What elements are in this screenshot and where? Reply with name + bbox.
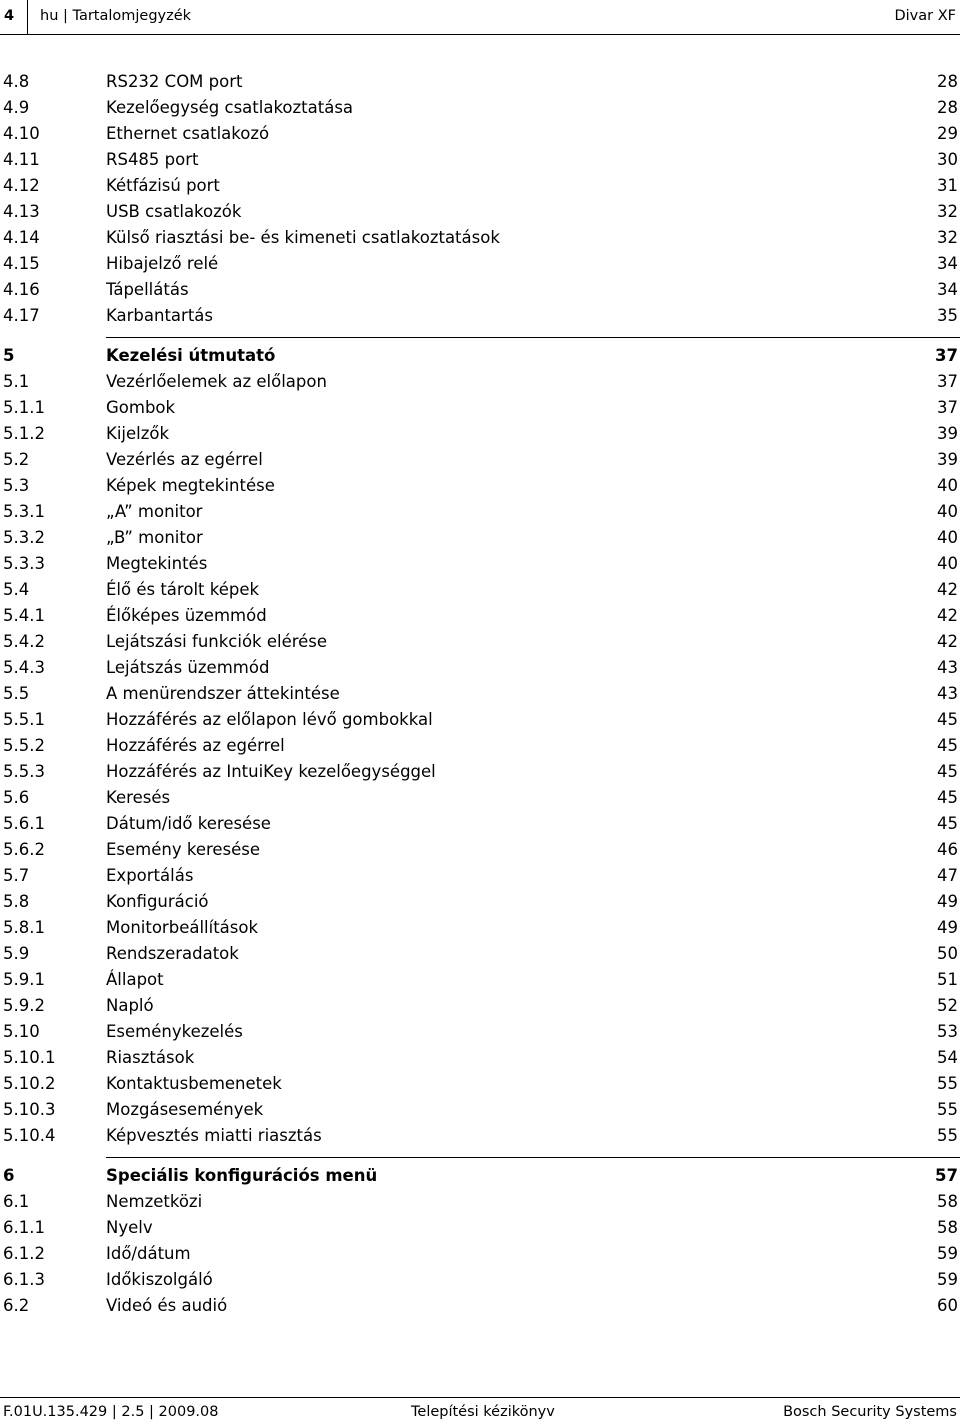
toc-label: Kétfázisú port (106, 176, 220, 195)
toc-row[interactable] (0, 655, 960, 681)
toc-page-number: 40 (937, 554, 958, 573)
toc-page-number: 55 (937, 1074, 958, 1093)
toc-page-number: 51 (937, 970, 958, 989)
toc-page-number: 32 (937, 228, 958, 247)
document-type: Telepítési kézikönyv (411, 1404, 555, 1420)
toc-page-number: 45 (937, 814, 958, 833)
toc-page-number: 52 (937, 996, 958, 1015)
page-header (0, 0, 960, 35)
toc-row[interactable] (0, 1293, 960, 1319)
toc-label: Eseménykezelés (106, 1022, 243, 1041)
toc-page-number: 28 (937, 72, 958, 91)
toc-number: 5 (3, 346, 15, 365)
toc-label: Hozzáférés az IntuiKey kezelőegységgel (106, 762, 436, 781)
toc-page-number: 47 (937, 866, 958, 885)
page-footer (0, 1397, 960, 1424)
header-divider (27, 0, 28, 34)
toc-row[interactable] (0, 499, 960, 525)
toc-number: 5.8.1 (3, 918, 45, 937)
toc-label: Dátum/idő keresése (106, 814, 271, 833)
toc-label: Lejátszás üzemmód (106, 658, 270, 677)
toc-number: 5.9.2 (3, 996, 45, 1015)
toc-page-number: 29 (937, 124, 958, 143)
toc-page-number: 37 (935, 346, 958, 365)
toc-label: „B” monitor (106, 528, 203, 547)
toc-page-number: 40 (937, 502, 958, 521)
toc-row[interactable] (0, 147, 960, 173)
toc-label: Vezérlőelemek az előlapon (106, 372, 327, 391)
toc-label: Lejátszási funkciók elérése (106, 632, 328, 651)
section-title: hu | Tartalomjegyzék (40, 8, 192, 24)
toc-row[interactable] (0, 1019, 960, 1045)
toc-number: 5.6.2 (3, 840, 45, 859)
toc-number: 4.14 (3, 228, 40, 247)
toc-row[interactable] (0, 121, 960, 147)
toc-page-number: 60 (937, 1296, 958, 1315)
toc-number: 4.8 (3, 72, 30, 91)
toc-row[interactable] (0, 447, 960, 473)
toc-page-number: 59 (937, 1270, 958, 1289)
toc-label: USB csatlakozók (106, 202, 242, 221)
toc-number: 5.6 (3, 788, 30, 807)
toc-page-number: 49 (937, 918, 958, 937)
toc-page-number: 42 (937, 606, 958, 625)
toc-label: Riasztások (106, 1048, 195, 1067)
toc-label: Hibajelző relé (106, 254, 219, 273)
chapter-rule (106, 1157, 960, 1158)
toc-row[interactable] (0, 551, 960, 577)
toc-number: 5.2 (3, 450, 30, 469)
toc-number: 6.2 (3, 1296, 30, 1315)
chapter-rule (106, 337, 960, 338)
toc-number: 5.1.1 (3, 398, 45, 417)
toc-number: 6.1 (3, 1192, 30, 1211)
toc-row[interactable] (0, 915, 960, 941)
toc-number: 4.9 (3, 98, 30, 117)
toc-number: 4.11 (3, 150, 40, 169)
toc-label: Nemzetközi (106, 1192, 203, 1211)
toc-page-number: 58 (937, 1218, 958, 1237)
toc-page-number: 45 (937, 788, 958, 807)
toc-row[interactable] (0, 889, 960, 915)
toc-row[interactable] (0, 1071, 960, 1097)
toc-page-number: 30 (937, 150, 958, 169)
toc-page-number: 43 (937, 658, 958, 677)
toc-page-number: 50 (937, 944, 958, 963)
toc-number: 5.10.3 (3, 1100, 56, 1119)
toc-number: 5.3.2 (3, 528, 45, 547)
toc-label: Hozzáférés az egérrel (106, 736, 285, 755)
toc-row[interactable] (0, 577, 960, 603)
toc-row[interactable] (0, 69, 960, 95)
toc-number: 5.10.2 (3, 1074, 56, 1093)
toc-page-number: 37 (937, 398, 958, 417)
toc-page-number: 45 (937, 762, 958, 781)
toc-number: 4.10 (3, 124, 40, 143)
toc-number: 5.6.1 (3, 814, 45, 833)
toc-page-number: 46 (937, 840, 958, 859)
toc-row[interactable] (0, 967, 960, 993)
toc-number: 4.15 (3, 254, 40, 273)
toc-row[interactable] (0, 759, 960, 785)
toc-row[interactable] (0, 225, 960, 251)
toc-label: Keresés (106, 788, 171, 807)
toc-number: 5.3.3 (3, 554, 45, 573)
toc-row[interactable] (0, 1045, 960, 1071)
toc-label: Képvesztés miatti riasztás (106, 1126, 322, 1145)
toc-number: 5.10.4 (3, 1126, 56, 1145)
toc-page-number: 54 (937, 1048, 958, 1067)
toc-row[interactable] (0, 95, 960, 121)
toc-row[interactable] (0, 1215, 960, 1241)
toc-label: Esemény keresése (106, 840, 261, 859)
document-id: F.01U.135.429 | 2.5 | 2009.08 (3, 1404, 219, 1420)
toc-number: 6.1.3 (3, 1270, 45, 1289)
company-name: Bosch Security Systems (783, 1404, 957, 1420)
toc-number: 5.10 (3, 1022, 40, 1041)
toc-page-number: 58 (937, 1192, 958, 1211)
toc-number: 5.9 (3, 944, 30, 963)
toc-page-number: 43 (937, 684, 958, 703)
toc-label: Időkiszolgáló (106, 1270, 213, 1289)
toc-number: 5.4.3 (3, 658, 45, 677)
toc-page-number: 59 (937, 1244, 958, 1263)
toc-label: Gombok (106, 398, 176, 417)
toc-label: „A” monitor (106, 502, 203, 521)
toc-chapter-row[interactable] (0, 1163, 960, 1189)
toc-label: Kontaktusbemenetek (106, 1074, 282, 1093)
toc-number: 4.17 (3, 306, 40, 325)
toc-page-number: 32 (937, 202, 958, 221)
toc-number: 5.4.2 (3, 632, 45, 651)
toc-number: 5.10.1 (3, 1048, 56, 1067)
toc-number: 5.1.2 (3, 424, 45, 443)
toc-row[interactable] (0, 303, 960, 329)
toc-page-number: 45 (937, 736, 958, 755)
toc-number: 5.5.1 (3, 710, 45, 729)
toc-label: Napló (106, 996, 154, 1015)
toc-label: Tápellátás (106, 280, 189, 299)
toc-row[interactable] (0, 1123, 960, 1149)
toc-page-number: 53 (937, 1022, 958, 1041)
toc-row[interactable] (0, 369, 960, 395)
toc-label: Speciális konfigurációs menü (106, 1166, 378, 1185)
toc-row[interactable] (0, 603, 960, 629)
toc-number: 5.8 (3, 892, 30, 911)
toc-label: Élő és tárolt képek (106, 580, 260, 599)
toc-label: Külső riasztási be- és kimeneti csatlakoztatások (106, 228, 500, 247)
toc-row[interactable] (0, 941, 960, 967)
toc-row[interactable] (0, 681, 960, 707)
toc-label: Kezelési útmutató (106, 346, 276, 365)
toc-row[interactable] (0, 993, 960, 1019)
toc-row[interactable] (0, 629, 960, 655)
toc-page-number: 57 (935, 1166, 958, 1185)
toc-page-number: 55 (937, 1126, 958, 1145)
toc-number: 5.4 (3, 580, 30, 599)
toc-page-number: 34 (937, 280, 958, 299)
toc-label: Videó és audió (106, 1296, 228, 1315)
toc-label: Konfiguráció (106, 892, 209, 911)
toc-number: 5.7 (3, 866, 30, 885)
toc-row[interactable] (0, 1097, 960, 1123)
toc-row[interactable] (0, 173, 960, 199)
toc-label: Monitorbeállítások (106, 918, 259, 937)
toc-label: RS232 COM port (106, 72, 243, 91)
toc-number: 5.1 (3, 372, 30, 391)
toc-label: Vezérlés az egérrel (106, 450, 263, 469)
product-name: Divar XF (894, 8, 956, 24)
toc-page-number: 49 (937, 892, 958, 911)
toc-number: 5.5.2 (3, 736, 45, 755)
toc-label: Mozgásesemények (106, 1100, 264, 1119)
toc-label: Hozzáférés az előlapon lévő gombokkal (106, 710, 433, 729)
toc-page-number: 39 (937, 450, 958, 469)
toc-row[interactable] (0, 707, 960, 733)
toc-row[interactable] (0, 837, 960, 863)
toc-label: RS485 port (106, 150, 199, 169)
toc-label: Nyelv (106, 1218, 153, 1237)
page-number: 4 (4, 8, 15, 24)
toc-page-number: 42 (937, 632, 958, 651)
toc-page-number: 40 (937, 528, 958, 547)
toc-page-number: 45 (937, 710, 958, 729)
toc-page-number: 31 (937, 176, 958, 195)
toc-number: 5.9.1 (3, 970, 45, 989)
toc-number: 4.13 (3, 202, 40, 221)
toc-row[interactable] (0, 199, 960, 225)
toc-page-number: 37 (937, 372, 958, 391)
toc-row[interactable] (0, 251, 960, 277)
toc-page-number: 28 (937, 98, 958, 117)
toc-row[interactable] (0, 1267, 960, 1293)
toc-row[interactable] (0, 1189, 960, 1215)
toc-label: Állapot (106, 970, 164, 989)
toc-label: A menürendszer áttekintése (106, 684, 340, 703)
toc-number: 6.1.2 (3, 1244, 45, 1263)
toc-number: 4.16 (3, 280, 40, 299)
toc-page-number: 55 (937, 1100, 958, 1119)
toc-number: 5.5.3 (3, 762, 45, 781)
toc-row[interactable] (0, 733, 960, 759)
toc-label: Megtekintés (106, 554, 208, 573)
toc-label: Kijelzők (106, 424, 170, 443)
toc-label: Karbantartás (106, 306, 214, 325)
toc-number: 5.5 (3, 684, 30, 703)
toc-label: Kezelőegység csatlakoztatása (106, 98, 354, 117)
toc-chapter-row[interactable] (0, 343, 960, 369)
toc-label: Rendszeradatok (106, 944, 239, 963)
toc-row[interactable] (0, 473, 960, 499)
toc-row[interactable] (0, 421, 960, 447)
toc-page-number: 35 (937, 306, 958, 325)
toc-row[interactable] (0, 811, 960, 837)
toc-row[interactable] (0, 1241, 960, 1267)
toc-row[interactable] (0, 395, 960, 421)
toc-label: Idő/dátum (106, 1244, 191, 1263)
toc-number: 5.3.1 (3, 502, 45, 521)
toc-label: Exportálás (106, 866, 194, 885)
toc-number: 4.12 (3, 176, 40, 195)
toc-number: 5.4.1 (3, 606, 45, 625)
toc-number: 6 (3, 1166, 15, 1185)
toc-label: Ethernet csatlakozó (106, 124, 270, 143)
toc-number: 6.1.1 (3, 1218, 45, 1237)
toc-page-number: 42 (937, 580, 958, 599)
toc-label: Képek megtekintése (106, 476, 275, 495)
toc-page-number: 39 (937, 424, 958, 443)
toc-row[interactable] (0, 525, 960, 551)
toc-number: 5.3 (3, 476, 30, 495)
toc-row[interactable] (0, 785, 960, 811)
toc-page-number: 40 (937, 476, 958, 495)
toc-page-number: 34 (937, 254, 958, 273)
toc-label: Élőképes üzemmód (106, 606, 267, 625)
toc-row[interactable] (0, 277, 960, 303)
toc-row[interactable] (0, 863, 960, 889)
